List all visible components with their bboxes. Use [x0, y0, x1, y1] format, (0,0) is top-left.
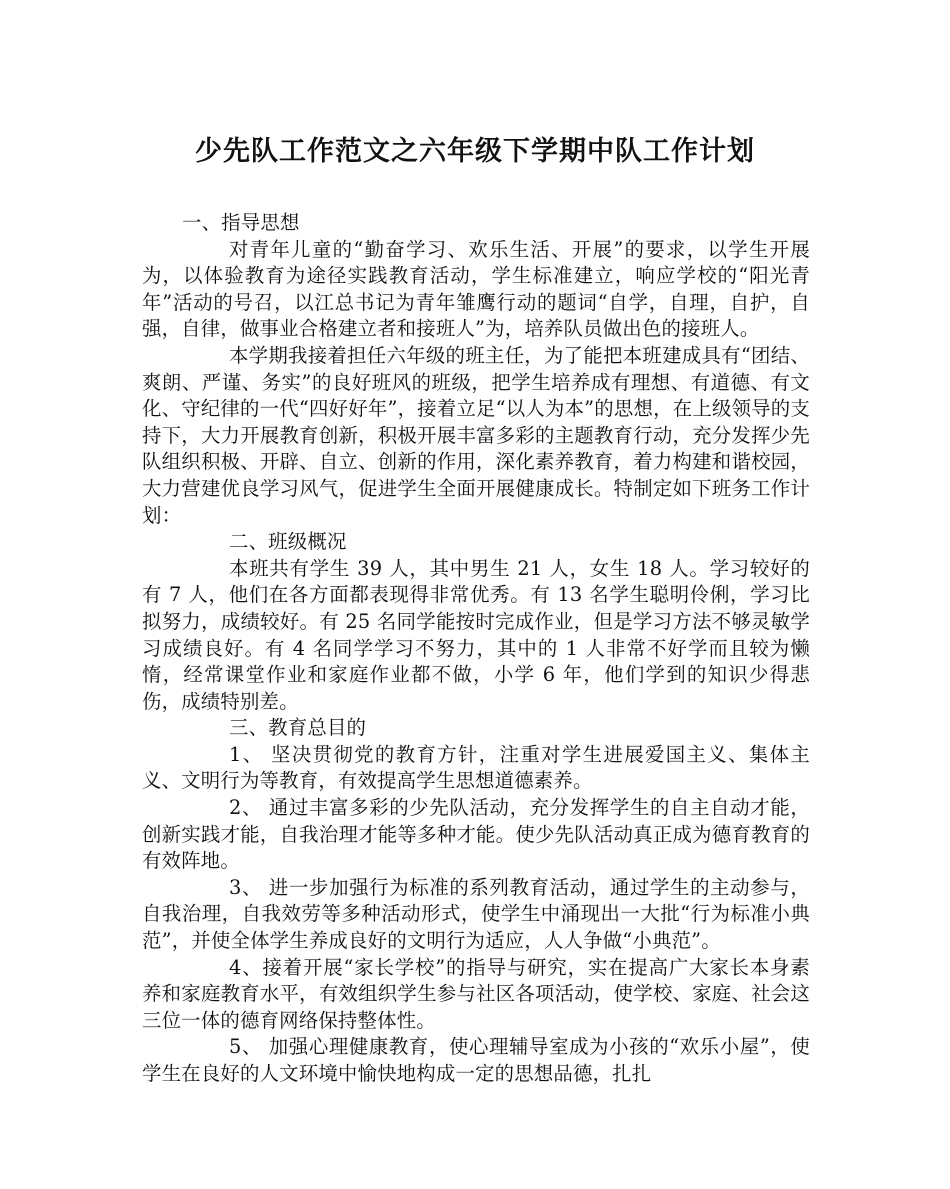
list-item: 5、 加强心理健康教育，使心理辅导室成为小孩的“欢乐小屋”，使学生在良好的人文环境中愉快地构成一定的思想品德，扎扎	[142, 1035, 810, 1085]
paragraph: 本学期我接着担任六年级的班主任，为了能把本班建成具有“团结、爽朗、严谨、务实”的良好班风的班级，把学生培养成有理想、有道德、有文化、守纪律的一代“四好好年”，接着立足“以人为本”的思想，在上级领导的支持下，大力开展教育创新，积极开展丰富多彩的主题教育行动，充分发挥少先队组织积极、开辟、自立、创新的作用，深化素养教育，着力构建和谐校园，大力营建优良学习风气，促进学生全面开展健康成长。特制定如下班务工作计划：	[142, 343, 810, 527]
list-item: 4、接着开展“家长学校”的指导与研究，实在提高广大家长本身素养和家庭教育水平，有效组织学生参与社区各项活动，使学校、家庭、社会这三位一体的德育网络保持整体性。	[142, 955, 810, 1032]
section-heading-guiding-ideology: 一、指导思想	[182, 211, 300, 234]
paragraph: 本班共有学生 39 人，其中男生 21 人，女生 18 人。学习较好的有 7 人，他们在各方面都表现得非常优秀。有 13 名学生聪明伶俐，学习比拟努力，成绩较好。有 25 名同学能按时完成作业，但是学习方法不够灵敏学习成绩良好。有 4 名同学学习不努力，其中的 1 人非常不好学而且较为懒惰，经常课堂作业和家庭作业都不做，小学 6 年，他们学到的知识少得悲伤，成绩特别差。	[142, 556, 810, 713]
paragraph: 对青年儿童的“勤奋学习、欢乐生活、开展”的要求，以学生开展为，以体验教育为途径实践教育活动，学生标准建立，响应学校的“阳光青年”活动的号召，以江总书记为青年雏鹰行动的题词“自学，自理，自护，自强，自律，做事业合格建立者和接班人”为，培养队员做出色的接班人。	[142, 237, 810, 341]
section-heading-class-overview: 二、班级概况	[229, 530, 347, 554]
section-heading-education-goals: 三、教育总目的	[229, 716, 367, 740]
document-title: 少先队工作范文之六年级下学期中队工作计划	[195, 136, 755, 167]
list-item: 1、 坚决贯彻党的教育方针，注重对学生进展爱国主义、集体主义、文明行为等教育，有效提高学生思想道德素养。	[142, 742, 810, 793]
document-body	[142, 210, 810, 1088]
list-item: 2、 通过丰富多彩的少先队活动，充分发挥学生的自主自动才能，创新实践才能，自我治理才能等多种才能。使少先队活动真正成为德育教育的有效阵地。	[142, 796, 810, 873]
list-item: 3、 进一步加强行为标准的系列教育活动，通过学生的主动参与，自我治理，自我效劳等多种活动形式，使学生中涌现出一大批“行为标准小典范”，并使全体学生养成良好的文明行为适应，人人争做“小典范”。	[142, 875, 810, 953]
